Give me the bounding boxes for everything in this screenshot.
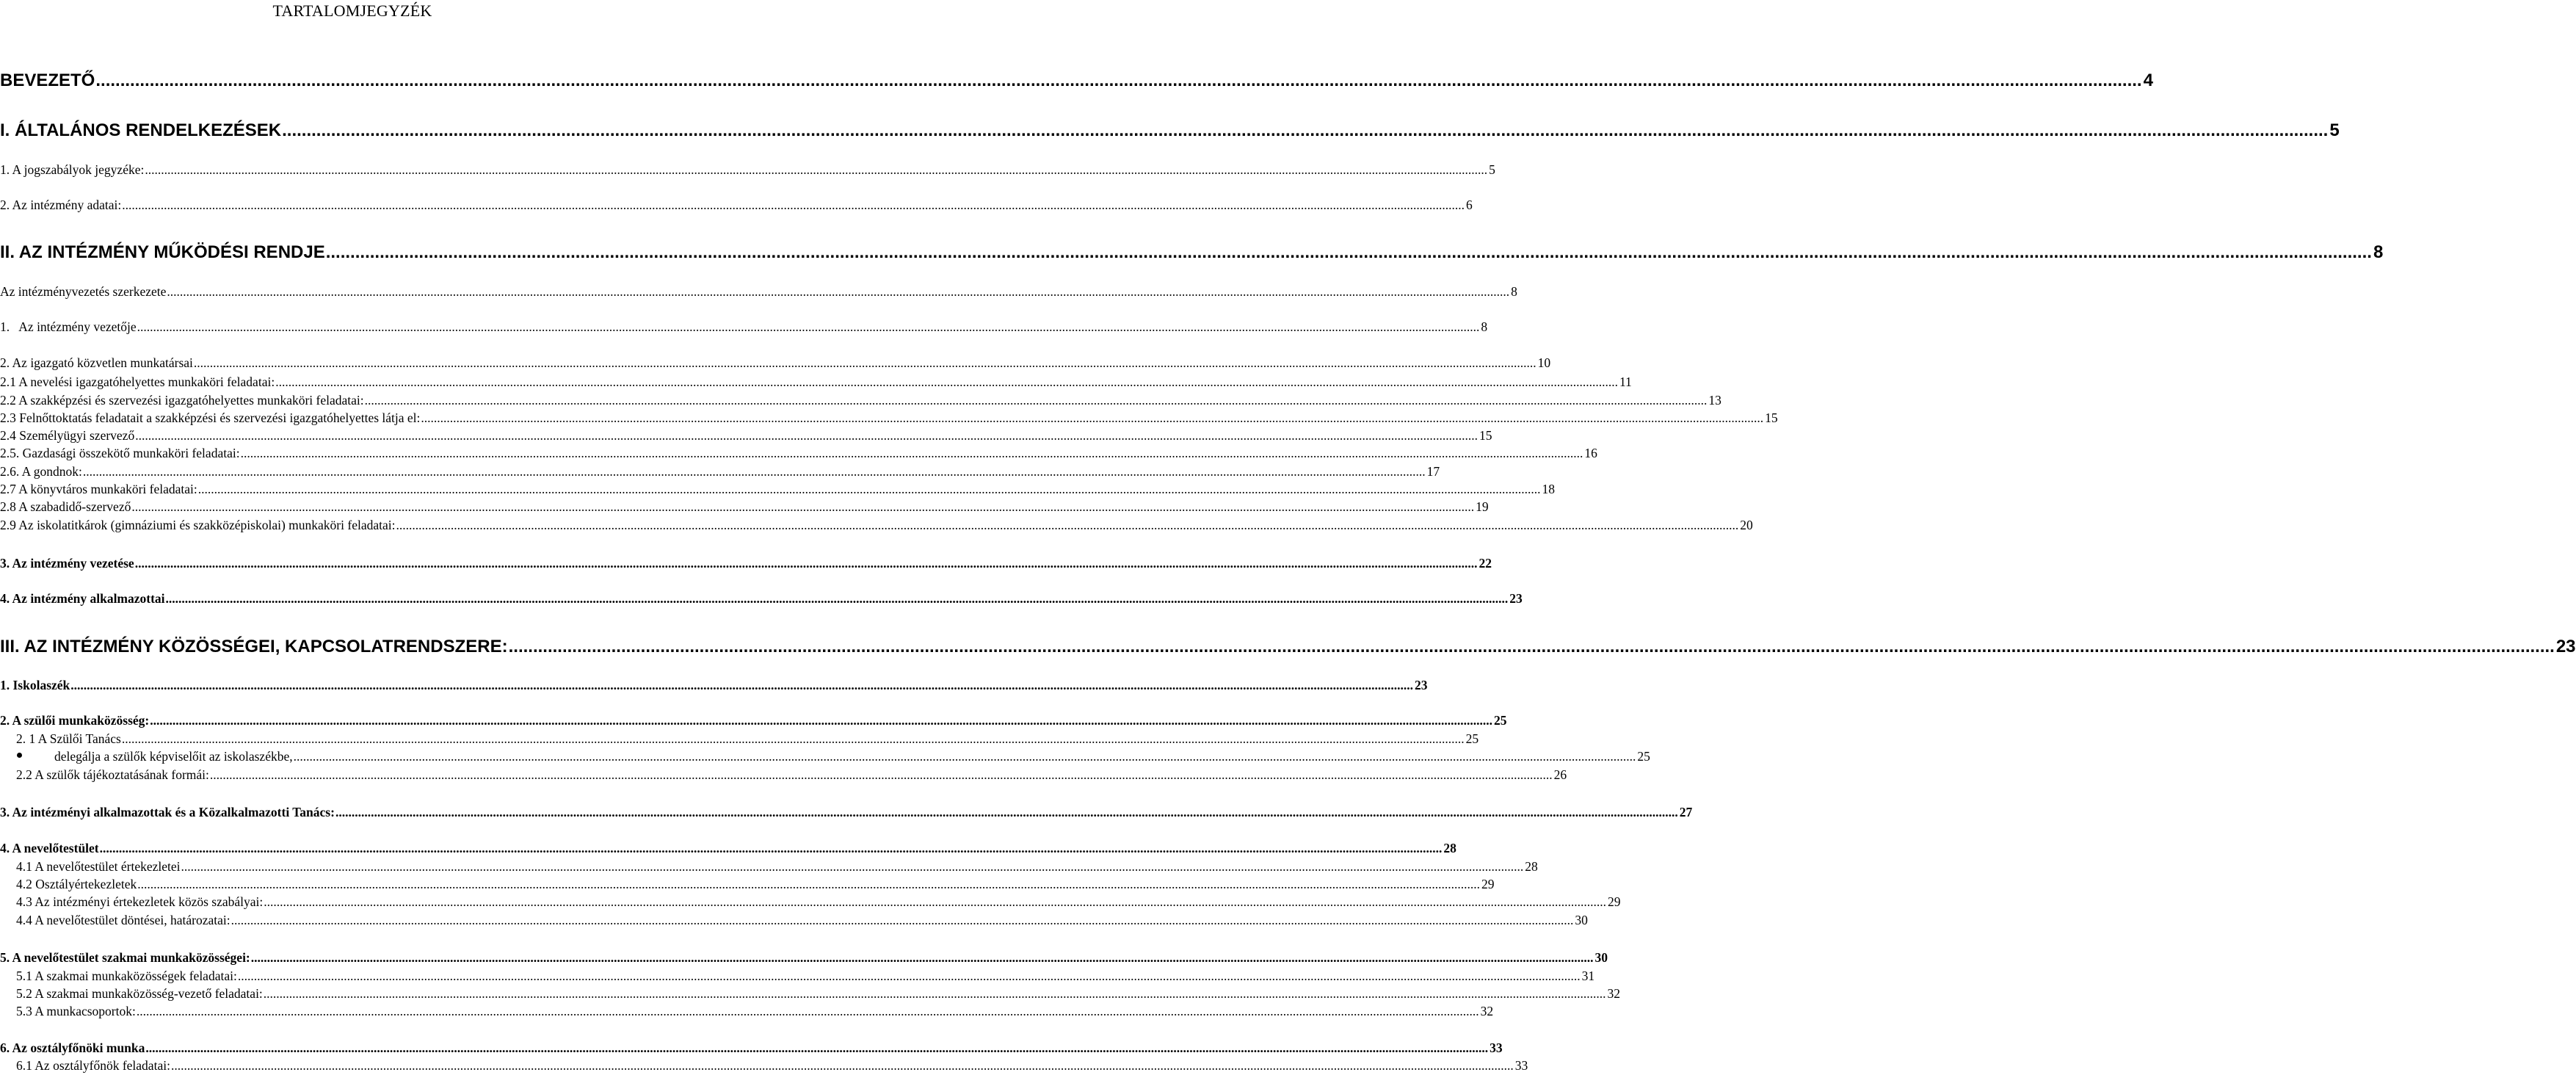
toc-page-number: 6 — [1465, 198, 1473, 212]
toc-leader-dots — [238, 969, 1581, 984]
toc-entry-label: 4. A nevelőtestület — [0, 841, 99, 855]
toc-page-number: 4 — [2143, 70, 2153, 90]
toc-entry-label: III. AZ INTÉZMÉNY KÖZÖSSÉGEI, KAPCSOLATRENDSZERE: — [0, 637, 508, 656]
toc-leader-dots — [95, 70, 2141, 91]
toc-entry-altalanos-rendelkezesek[interactable] — [0, 120, 2340, 141]
toc-entry-iskolaszek[interactable] — [0, 678, 1428, 693]
toc-entry-label: Az intézményvezetés szerkezete — [0, 284, 167, 299]
toc-leader-dots — [198, 482, 1541, 497]
toc-page-number: 8 — [2373, 242, 2384, 262]
toc-entry-label: 2.5. Gazdasági összekötő munkaköri feladatai: — [0, 446, 240, 460]
toc-entry-intezmeny-vezetoje[interactable] — [0, 319, 1488, 335]
toc-page-number: 27 — [1679, 805, 1693, 819]
toc-entry-label: 4.2 Osztályértekezletek — [16, 877, 137, 891]
toc-entry-label: 6. Az osztályfőnöki munka — [0, 1040, 145, 1055]
toc-page-number: 15 — [1765, 410, 1778, 425]
toc-entry-intezmeny-alkalmazottai[interactable] — [0, 591, 1523, 607]
toc-entry-label: 2.7 A könyvtáros munkaköri feladatai: — [0, 482, 197, 496]
toc-entry-bevezeto[interactable] — [0, 70, 2153, 91]
toc-entry-2-1[interactable] — [0, 374, 1632, 390]
toc-entry-label: 2.4 Személyügyi szervező — [0, 428, 135, 443]
toc-entry-label: 4.4 A nevelőtestület döntései, határozatai: — [16, 913, 231, 927]
toc-page-number: 13 — [1708, 393, 1721, 408]
toc-leader-dots — [83, 464, 1426, 479]
toc-leader-dots — [282, 120, 2328, 141]
toc-entry-mukodesi-rendje[interactable] — [0, 242, 2384, 263]
toc-page-number: 19 — [1476, 499, 1489, 514]
toc-page-number: 22 — [1479, 556, 1492, 571]
toc-entry-intezmeny-vezetese[interactable] — [0, 556, 1492, 571]
toc-entry-label: delegálja a szülők képviselőit az iskolaszékbe, — [54, 749, 293, 764]
toc-entry-5-3[interactable] — [0, 1004, 1494, 1019]
toc-entry-2-4[interactable] — [0, 428, 1492, 444]
toc-entry-label: 2.3 Felnőttoktatás feladatait a szakképzési és szervezési igazgatóhelyettes látja el: — [0, 410, 421, 425]
toc-leader-dots — [365, 393, 1708, 408]
toc-page-number: 32 — [1607, 986, 1621, 1001]
toc-entry-4-4[interactable] — [0, 913, 1588, 928]
toc-entry-label: 2. 1 A Szülői Tanács — [16, 731, 121, 746]
toc-entry-szuloi-munkakozosseg[interactable] — [0, 713, 1507, 728]
toc-entry-label: 1. A jogszabályok jegyzéke: — [0, 162, 145, 177]
toc-leader-dots — [231, 913, 1574, 928]
toc-entry-label: I. ÁLTALÁNOS RENDELKEZÉSEK — [0, 120, 282, 140]
toc-entry-label: 2. A szülői munkaközösség: — [0, 713, 150, 728]
toc-leader-dots — [137, 319, 1480, 335]
toc-leader-dots — [396, 518, 1738, 533]
toc-page-number: 33 — [1490, 1040, 1503, 1055]
toc-entry-4-3[interactable] — [0, 894, 1621, 910]
toc-page-number: 25 — [1637, 749, 1650, 764]
toc-leader-dots — [294, 749, 1636, 764]
toc-entry-label: II. AZ INTÉZMÉNY MŰKÖDÉSI RENDJE — [0, 242, 325, 262]
toc-entry-label: 5.1 A szakmai munkaközösségek feladatai: — [16, 969, 237, 983]
toc-page-number: 16 — [1584, 446, 1597, 460]
toc-leader-dots — [122, 198, 1465, 213]
toc-leader-dots — [150, 713, 1492, 728]
toc-page-number: 5 — [1489, 162, 1495, 177]
toc-entry-label: 2.9 Az iskolatitkárok (gimnáziumi és szakközépiskolai) munkaköri feladatai: — [0, 518, 396, 532]
toc-entry-2-9[interactable] — [0, 518, 1753, 533]
toc-page-number: 31 — [1581, 969, 1595, 983]
toc-entry-label: 3. Az intézmény vezetése — [0, 556, 134, 571]
toc-leader-dots — [135, 556, 1478, 571]
toc-page-number: 26 — [1553, 767, 1567, 782]
toc-page-number: 20 — [1740, 518, 1753, 532]
toc-leader-dots — [166, 591, 1509, 607]
toc-page-number: 23 — [1415, 678, 1428, 692]
toc-entry-nevelotestulet[interactable] — [0, 841, 1456, 856]
toc-entry-label: 5. A nevelőtestület szakmai munkaközösségei: — [0, 950, 250, 965]
toc-leader-dots — [137, 877, 1480, 892]
toc-leader-dots — [326, 242, 2372, 263]
toc-page-number: 25 — [1465, 731, 1479, 746]
toc-page-number: 18 — [1542, 482, 1556, 496]
toc-entry-label: 3. Az intézményi alkalmazottak és a Közalkalmazotti Tanács: — [0, 805, 335, 819]
toc-leader-dots — [122, 731, 1465, 747]
toc-leader-dots — [145, 162, 1487, 178]
toc-entry-5-2[interactable] — [0, 986, 1621, 1002]
toc-entry-5-1[interactable] — [0, 969, 1595, 984]
toc-leader-dots — [264, 894, 1606, 910]
bullet-icon — [17, 753, 22, 758]
toc-page-number: 23 — [1509, 591, 1523, 606]
toc-entry-intezmeny-adatai[interactable] — [0, 198, 1473, 213]
toc-entry-label: 4. Az intézmény alkalmazottai — [0, 591, 165, 606]
toc-leader-dots — [194, 355, 1536, 371]
toc-entry-2-8[interactable] — [0, 499, 1489, 515]
toc-page-number: 23 — [2555, 637, 2576, 656]
toc-leader-dots — [509, 637, 2555, 657]
toc-leader-dots — [135, 428, 1478, 444]
toc-page-number: 15 — [1479, 428, 1492, 443]
toc-entry-label: 2.1 A nevelési igazgatóhelyettes munkaköri feladatai: — [0, 374, 275, 389]
toc-entry-label: 1. Iskolaszék — [0, 678, 70, 692]
toc-entry-igazgato-munkatarsai[interactable] — [0, 355, 1551, 371]
toc-leader-dots — [145, 1040, 1488, 1056]
toc-entry-label: 2.6. A gondnok: — [0, 464, 82, 479]
toc-leader-dots — [421, 410, 1763, 426]
toc-entry-osztalyfonoki-munka[interactable] — [0, 1040, 1503, 1056]
toc-leader-dots — [210, 767, 1553, 783]
toc-page-number: 5 — [2329, 120, 2340, 140]
toc-page-number: 10 — [1537, 355, 1551, 370]
toc-entry-label: 2.2 A szakképzési és szervezési igazgatóhelyettes munkaköri feladatai: — [0, 393, 364, 408]
toc-entry-6-1[interactable] — [0, 1058, 1528, 1074]
toc-entry-4-1[interactable] — [0, 859, 1538, 875]
toc-entry-2-2[interactable] — [0, 393, 1721, 408]
toc-page-number: 32 — [1480, 1004, 1494, 1018]
toc-leader-dots — [171, 1058, 1514, 1074]
toc-entry-label: 4.1 A nevelőtestület értekezletei — [16, 859, 181, 874]
toc-entry-vezetes-szerkezete[interactable] — [0, 284, 1517, 300]
toc-page-number: 11 — [1619, 374, 1632, 389]
toc-entry-label: 2. Az intézmény adatai: — [0, 198, 122, 212]
toc-entry-kozalkalmazotti-tanacs[interactable] — [0, 805, 1693, 820]
toc-page-number: 28 — [1525, 859, 1538, 874]
toc-entry-label: 2. Az igazgató közvetlen munkatársai — [0, 355, 193, 370]
toc-entry-2-3[interactable] — [0, 410, 1778, 426]
toc-entry-szulok-tajekoztatasa[interactable] — [0, 767, 1567, 783]
toc-entry-label: 6.1 Az osztályfőnök feladatai: — [16, 1058, 170, 1073]
toc-entry-2-6[interactable] — [0, 464, 1440, 479]
toc-entry-label: BEVEZETŐ — [0, 70, 95, 90]
toc-entry-4-2[interactable] — [0, 877, 1495, 892]
page-title: TARTALOMJEGYZÉK — [272, 1, 432, 20]
toc-entry-2-5[interactable] — [0, 446, 1597, 461]
toc-leader-dots — [241, 446, 1583, 461]
toc-entry-label: 5.3 A munkacsoportok: — [16, 1004, 136, 1018]
toc-page-number: 29 — [1608, 894, 1621, 909]
toc-entry-label: 2.8 A szabadidő-szervező — [0, 499, 131, 514]
toc-entry-label: 2.2 A szülők tájékoztatásának formái: — [16, 767, 209, 782]
toc-leader-dots — [251, 950, 1594, 966]
toc-page-number: 25 — [1493, 713, 1507, 728]
toc-page-number: 33 — [1514, 1058, 1528, 1073]
toc-entry-label: 5.2 A szakmai munkaközösség-vezető feladatai: — [16, 986, 263, 1001]
toc-entry-szakmai-munkakozossegei[interactable] — [0, 950, 1608, 966]
toc-leader-dots — [70, 678, 1413, 693]
toc-leader-dots — [131, 499, 1474, 515]
toc-entry-label: 1. Az intézmény vezetője — [0, 319, 137, 334]
toc-leader-dots — [335, 805, 1678, 820]
toc-leader-dots — [167, 284, 1509, 300]
toc-leader-dots — [100, 841, 1443, 856]
toc-page-number: 8 — [1511, 284, 1517, 299]
toc-page-number: 8 — [1481, 319, 1488, 334]
toc-leader-dots — [181, 859, 1524, 875]
toc-entry-jogszabalyok[interactable] — [0, 162, 1495, 178]
toc-leader-dots — [264, 986, 1606, 1002]
toc-page-number: 30 — [1594, 950, 1608, 965]
toc-page-number: 17 — [1426, 464, 1440, 479]
toc-entry-label: 4.3 Az intézményi értekezletek közös szabályai: — [16, 894, 264, 909]
toc-entry-szuloi-tanacs[interactable] — [0, 731, 1479, 747]
toc-leader-dots — [137, 1004, 1479, 1019]
toc-page-number: 28 — [1443, 841, 1456, 855]
toc-leader-dots — [275, 374, 1618, 390]
toc-entry-delegalja[interactable] — [0, 749, 1650, 764]
toc-entry-2-7[interactable] — [0, 482, 1556, 497]
toc-entry-kozossegei[interactable] — [0, 637, 2576, 657]
toc-page-number: 29 — [1481, 877, 1495, 891]
toc-page-number: 30 — [1575, 913, 1588, 927]
